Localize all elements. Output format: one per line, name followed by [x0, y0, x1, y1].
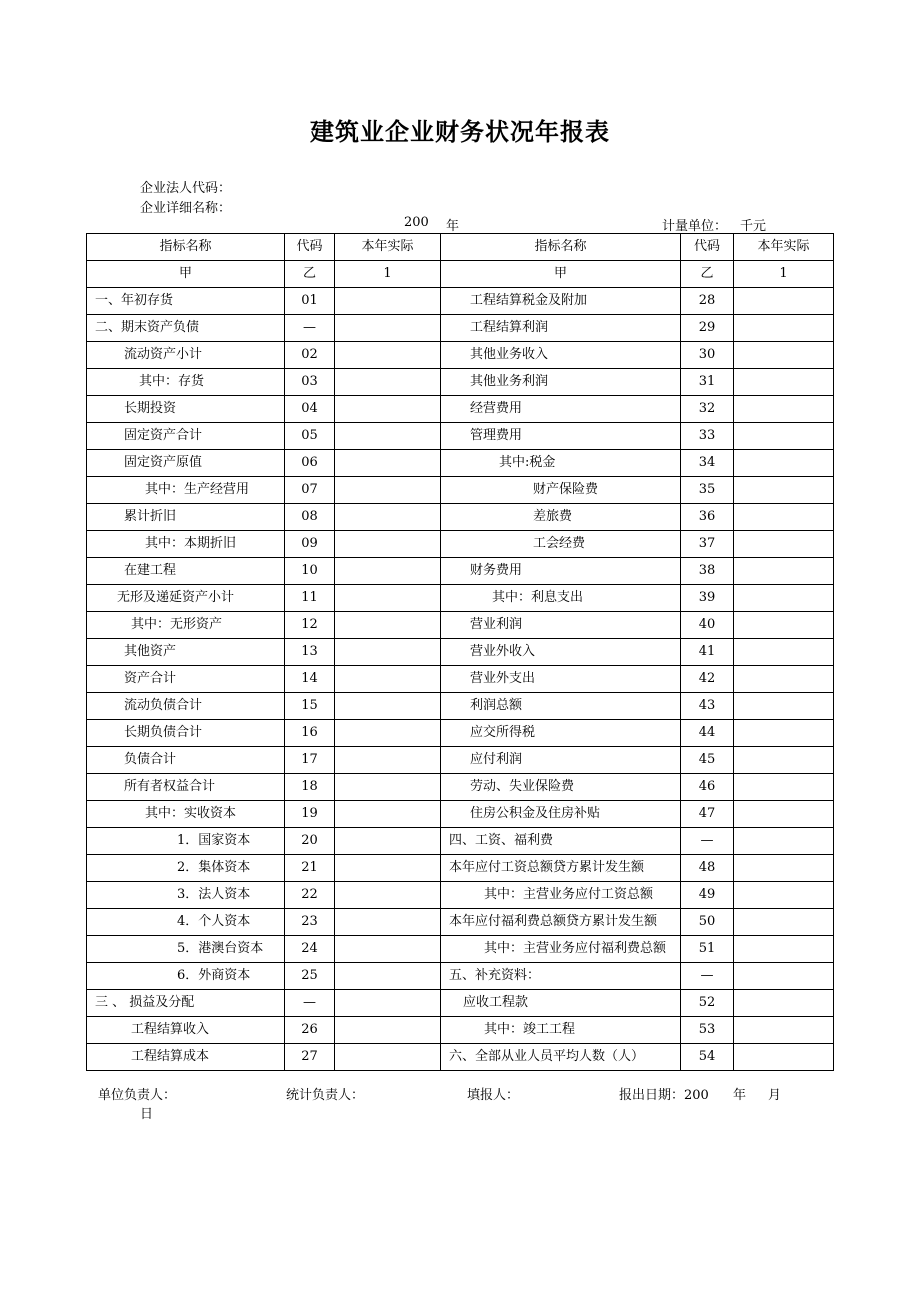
left-item-name: 其中：存货 [87, 369, 285, 396]
right-item-actual[interactable] [734, 558, 834, 585]
right-item-code: 43 [681, 693, 734, 720]
left-item-actual[interactable] [335, 450, 441, 477]
left-item-actual[interactable] [335, 828, 441, 855]
right-item-code: 48 [681, 855, 734, 882]
right-item-actual[interactable] [734, 585, 834, 612]
left-item-actual[interactable] [335, 909, 441, 936]
left-item-code: 06 [285, 450, 335, 477]
col-sub-actual-right: 1 [734, 261, 834, 288]
right-item-name: 管理费用 [441, 423, 681, 450]
left-item-actual[interactable] [335, 315, 441, 342]
right-item-actual[interactable] [734, 531, 834, 558]
right-item-code: 30 [681, 342, 734, 369]
table-row [87, 990, 834, 1017]
table-row [87, 693, 834, 720]
right-item-name: 其中：主营业务应付福利费总额 [441, 936, 681, 963]
left-item-name: 长期投资 [87, 396, 285, 423]
table-row [87, 666, 834, 693]
detail-name-label: 企业详细名称： [140, 201, 232, 216]
right-item-actual[interactable] [734, 369, 834, 396]
right-item-code: 29 [681, 315, 734, 342]
right-item-code: 53 [681, 1017, 734, 1044]
left-item-name: 1．国家资本 [87, 828, 285, 855]
col-header-name-right: 指标名称 [441, 234, 681, 261]
left-item-name: 流动资产小计 [87, 342, 285, 369]
table-row [87, 936, 834, 963]
right-item-name: 利润总额 [441, 693, 681, 720]
right-item-actual[interactable] [734, 693, 834, 720]
right-item-code: 50 [681, 909, 734, 936]
left-item-name: 在建工程 [87, 558, 285, 585]
left-item-name: 工程结算成本 [87, 1044, 285, 1071]
footer-filler: 填报人： [467, 1088, 520, 1103]
col-sub-actual: 1 [335, 261, 441, 288]
left-item-code: 10 [285, 558, 335, 585]
left-item-code: 11 [285, 585, 335, 612]
right-item-code: 35 [681, 477, 734, 504]
table-row [87, 558, 834, 585]
left-item-name: 其他资产 [87, 639, 285, 666]
right-item-name: 工程结算税金及附加 [441, 288, 681, 315]
table-row [87, 1044, 834, 1071]
left-item-actual[interactable] [335, 747, 441, 774]
table-row [87, 315, 834, 342]
left-item-code: 26 [285, 1017, 335, 1044]
table-row [87, 1017, 834, 1044]
table-row [87, 477, 834, 504]
table-row [87, 855, 834, 882]
left-item-code: 20 [285, 828, 335, 855]
table-row [87, 504, 834, 531]
right-item-actual[interactable] [734, 828, 834, 855]
left-item-name: 其中：本期折旧 [87, 531, 285, 558]
left-item-name: 长期负债合计 [87, 720, 285, 747]
left-item-actual[interactable] [335, 801, 441, 828]
left-item-actual[interactable] [335, 1017, 441, 1044]
right-item-code: — [681, 828, 734, 855]
right-item-actual[interactable] [734, 288, 834, 315]
unit-label: 计量单位： [662, 219, 728, 234]
left-item-name: 5．港澳台资本 [87, 936, 285, 963]
report-table [86, 233, 834, 1071]
table-row [87, 801, 834, 828]
left-item-actual[interactable] [335, 666, 441, 693]
left-item-code: 22 [285, 882, 335, 909]
right-item-actual[interactable] [734, 423, 834, 450]
right-item-actual[interactable] [734, 990, 834, 1017]
table-row [87, 612, 834, 639]
left-item-name: 3．法人资本 [87, 882, 285, 909]
left-item-name: 流动负债合计 [87, 693, 285, 720]
table-row [87, 720, 834, 747]
left-item-code: 09 [285, 531, 335, 558]
right-item-code: 46 [681, 774, 734, 801]
right-item-code: 54 [681, 1044, 734, 1071]
right-item-name: 劳动、失业保险费 [441, 774, 681, 801]
left-item-name: 固定资产原值 [87, 450, 285, 477]
right-item-name: 应收工程款 [441, 990, 681, 1017]
left-item-code: 07 [285, 477, 335, 504]
right-item-actual[interactable] [734, 450, 834, 477]
table-row [87, 342, 834, 369]
col-header-actual: 本年实际 [335, 234, 441, 261]
left-item-code: 14 [285, 666, 335, 693]
right-item-code: 37 [681, 531, 734, 558]
right-item-actual[interactable] [734, 774, 834, 801]
col-header-actual-right: 本年实际 [734, 234, 834, 261]
left-item-name: 无形及递延资产小计 [87, 585, 285, 612]
right-item-code: 49 [681, 882, 734, 909]
year-suffix: 年 [446, 219, 460, 234]
table-row [87, 396, 834, 423]
left-item-actual[interactable] [335, 369, 441, 396]
footer-stats-head: 统计负责人： [286, 1088, 365, 1103]
left-item-name: 所有者权益合计 [87, 774, 285, 801]
right-item-name: 其中:税金 [441, 450, 681, 477]
right-item-actual[interactable] [734, 747, 834, 774]
right-item-name: 应交所得税 [441, 720, 681, 747]
left-item-actual[interactable] [335, 288, 441, 315]
left-item-code: 17 [285, 747, 335, 774]
right-item-name: 差旅费 [441, 504, 681, 531]
right-item-actual[interactable] [734, 639, 834, 666]
table-row [87, 963, 834, 990]
left-item-name: 累计折旧 [87, 504, 285, 531]
table-row [87, 450, 834, 477]
table-row [87, 369, 834, 396]
right-item-name: 工程结算利润 [441, 315, 681, 342]
right-item-name: 其他业务利润 [441, 369, 681, 396]
right-item-name: 营业外支出 [441, 666, 681, 693]
right-item-name: 其中：主营业务应付工资总额 [441, 882, 681, 909]
left-item-code: 13 [285, 639, 335, 666]
left-item-name: 其中：无形资产 [87, 612, 285, 639]
left-item-code: 23 [285, 909, 335, 936]
left-item-name: 6．外商资本 [87, 963, 285, 990]
right-item-code: 44 [681, 720, 734, 747]
col-sub-name-right: 甲 [441, 261, 681, 288]
left-item-code: 19 [285, 801, 335, 828]
col-header-code: 代码 [285, 234, 335, 261]
left-item-actual[interactable] [335, 720, 441, 747]
left-item-actual[interactable] [335, 585, 441, 612]
left-item-code: 15 [285, 693, 335, 720]
unit-value: 千元 [740, 219, 767, 234]
right-item-code: 31 [681, 369, 734, 396]
left-item-actual[interactable] [335, 882, 441, 909]
right-item-actual[interactable] [734, 855, 834, 882]
left-item-code: 08 [285, 504, 335, 531]
left-item-name: 4．个人资本 [87, 909, 285, 936]
left-item-code: 24 [285, 936, 335, 963]
right-item-name: 六、全部从业人员平均人数（人） [441, 1044, 681, 1071]
right-item-code: 39 [681, 585, 734, 612]
right-item-name: 本年应付福利费总额贷方累计发生额 [441, 909, 681, 936]
right-item-actual[interactable] [734, 504, 834, 531]
right-item-actual[interactable] [734, 342, 834, 369]
right-item-code: 32 [681, 396, 734, 423]
right-item-name: 四、工资、福利费 [441, 828, 681, 855]
table-row [87, 585, 834, 612]
footer-month: 月 [768, 1088, 782, 1103]
left-item-code: 05 [285, 423, 335, 450]
right-item-code: 41 [681, 639, 734, 666]
table-row [87, 288, 834, 315]
left-item-name: 工程结算收入 [87, 1017, 285, 1044]
left-item-code: — [285, 990, 335, 1017]
right-item-actual[interactable] [734, 666, 834, 693]
left-item-actual[interactable] [335, 558, 441, 585]
left-item-actual[interactable] [335, 531, 441, 558]
right-item-code: 28 [681, 288, 734, 315]
right-item-code: 47 [681, 801, 734, 828]
right-item-code: — [681, 963, 734, 990]
left-item-code: 25 [285, 963, 335, 990]
left-item-actual[interactable] [335, 504, 441, 531]
right-item-actual[interactable] [734, 396, 834, 423]
right-item-code: 33 [681, 423, 734, 450]
year-prefix: 200 [404, 215, 429, 230]
right-item-actual[interactable] [734, 1044, 834, 1071]
right-item-actual[interactable] [734, 909, 834, 936]
left-item-actual[interactable] [335, 936, 441, 963]
right-item-code: 45 [681, 747, 734, 774]
left-item-actual[interactable] [335, 774, 441, 801]
right-item-actual[interactable] [734, 936, 834, 963]
right-item-actual[interactable] [734, 801, 834, 828]
col-sub-name: 甲 [87, 261, 285, 288]
right-item-name: 其他业务收入 [441, 342, 681, 369]
right-item-name: 经营费用 [441, 396, 681, 423]
left-item-name: 固定资产合计 [87, 423, 285, 450]
left-item-name: 一、年初存货 [87, 288, 285, 315]
left-item-actual[interactable] [335, 396, 441, 423]
right-item-name: 应付利润 [441, 747, 681, 774]
footer-year: 年 [733, 1088, 747, 1103]
table-row [87, 747, 834, 774]
left-item-code: 12 [285, 612, 335, 639]
left-item-actual[interactable] [335, 612, 441, 639]
footer-unit-head: 单位负责人： [98, 1088, 177, 1103]
right-item-name: 工会经费 [441, 531, 681, 558]
table-row [87, 423, 834, 450]
left-item-name: 负债合计 [87, 747, 285, 774]
left-item-code: 27 [285, 1044, 335, 1071]
right-item-code: 40 [681, 612, 734, 639]
legal-code-label: 企业法人代码： [140, 181, 232, 196]
right-item-code: 38 [681, 558, 734, 585]
table-row [87, 909, 834, 936]
right-item-name: 本年应付工资总额贷方累计发生额 [441, 855, 681, 882]
left-item-name: 2．集体资本 [87, 855, 285, 882]
right-item-code: 51 [681, 936, 734, 963]
left-item-actual[interactable] [335, 990, 441, 1017]
left-item-code: 01 [285, 288, 335, 315]
left-item-actual[interactable] [335, 963, 441, 990]
header-row [87, 234, 834, 261]
table-row [87, 531, 834, 558]
report-title: 建筑业企业财务状况年报表 [310, 117, 610, 146]
col-sub-code-right: 乙 [681, 261, 734, 288]
footer-day: 日 [140, 1107, 154, 1122]
left-item-code: 18 [285, 774, 335, 801]
right-item-name: 其中：竣工工程 [441, 1017, 681, 1044]
table-row [87, 639, 834, 666]
right-item-name: 财务费用 [441, 558, 681, 585]
right-item-name: 财产保险费 [441, 477, 681, 504]
right-item-code: 52 [681, 990, 734, 1017]
left-item-actual[interactable] [335, 855, 441, 882]
left-item-code: 16 [285, 720, 335, 747]
table-row [87, 774, 834, 801]
right-item-name: 营业利润 [441, 612, 681, 639]
left-item-code: 04 [285, 396, 335, 423]
right-item-actual[interactable] [734, 1017, 834, 1044]
right-item-actual[interactable] [734, 612, 834, 639]
right-item-code: 34 [681, 450, 734, 477]
right-item-code: 42 [681, 666, 734, 693]
left-item-name: 其中：生产经营用 [87, 477, 285, 504]
right-item-actual[interactable] [734, 720, 834, 747]
right-item-actual[interactable] [734, 963, 834, 990]
left-item-name: 其中：实收资本 [87, 801, 285, 828]
left-item-name: 二、期末资产负债 [87, 315, 285, 342]
right-item-name: 五、补充资料： [441, 963, 681, 990]
col-header-code-right: 代码 [681, 234, 734, 261]
right-item-code: 36 [681, 504, 734, 531]
left-item-code: 03 [285, 369, 335, 396]
col-header-name: 指标名称 [87, 234, 285, 261]
right-item-name: 住房公积金及住房补贴 [441, 801, 681, 828]
subheader-row [87, 261, 834, 288]
right-item-actual[interactable] [734, 882, 834, 909]
footer-report-date: 报出日期：200 [619, 1088, 709, 1103]
right-item-actual[interactable] [734, 477, 834, 504]
left-item-actual[interactable] [335, 423, 441, 450]
left-item-actual[interactable] [335, 639, 441, 666]
right-item-name: 营业外收入 [441, 639, 681, 666]
left-item-code: — [285, 315, 335, 342]
left-item-name: 资产合计 [87, 666, 285, 693]
left-item-actual[interactable] [335, 693, 441, 720]
left-item-actual[interactable] [335, 342, 441, 369]
left-item-actual[interactable] [335, 477, 441, 504]
left-item-actual[interactable] [335, 1044, 441, 1071]
col-sub-code: 乙 [285, 261, 335, 288]
left-item-code: 02 [285, 342, 335, 369]
right-item-name: 其中：利息支出 [441, 585, 681, 612]
right-item-actual[interactable] [734, 315, 834, 342]
table-row [87, 828, 834, 855]
left-item-name: 三 、 损益及分配 [87, 990, 285, 1017]
left-item-code: 21 [285, 855, 335, 882]
table-row [87, 882, 834, 909]
